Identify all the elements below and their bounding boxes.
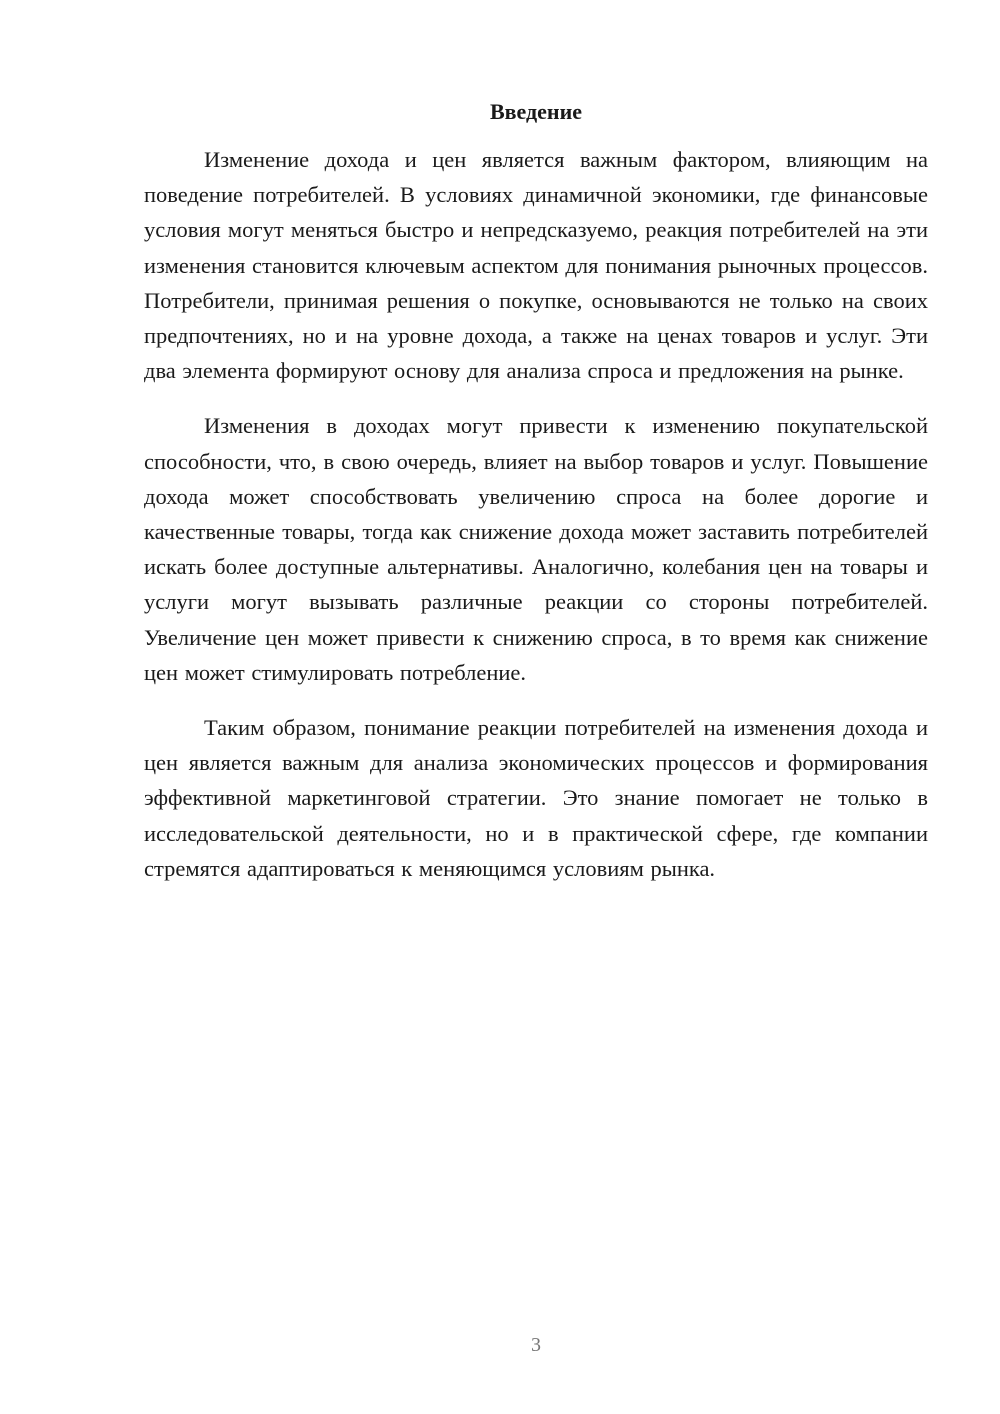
body-text <box>144 142 928 906</box>
page-number: 3 <box>531 1334 541 1356</box>
paragraph-3: Таким образом, понимание реакции потребителей на изменения дохода и цен является важным для анализа экономических процессов и формирования эффективной маркетинговой стратегии. Это знание помогает не только в исследовательской деятельности, но и в практической сфере, где компании стремятся адаптироваться к меняющимся условиям рынка. <box>144 715 928 881</box>
paragraph-2: Изменения в доходах могут привести к изменению покупательской способности, что, в свою очередь, влияет на выбор товаров и услуг. Повышение дохода может способствовать увеличению спроса на более дорогие и качественные товары, тогда как снижение дохода может заставить потребителей искать более доступные альтернативы. Аналогично, колебания цен на товары и услуги могут вызывать различные реакции со стороны потребителей. Увеличение цен может привести к снижению спроса, в то время как снижение цен может стимулировать потребление. <box>144 413 928 685</box>
paragraph-1: Изменение дохода и цен является важным фактором, влияющим на поведение потребителей. В условиях динамичной экономики, где финансовые условия могут меняться быстро и непредсказуемо, реакция потребителей на эти изменения становится ключевым аспектом для понимания рыночных процессов. Потребители, принимая решения о покупке, основываются не только на своих предпочтениях, но и на уровне дохода, а также на ценах товаров и услуг. Эти два элемента формируют основу для анализа спроса и предложения на рынке. <box>144 147 928 384</box>
section-heading: Введение <box>489 99 583 124</box>
